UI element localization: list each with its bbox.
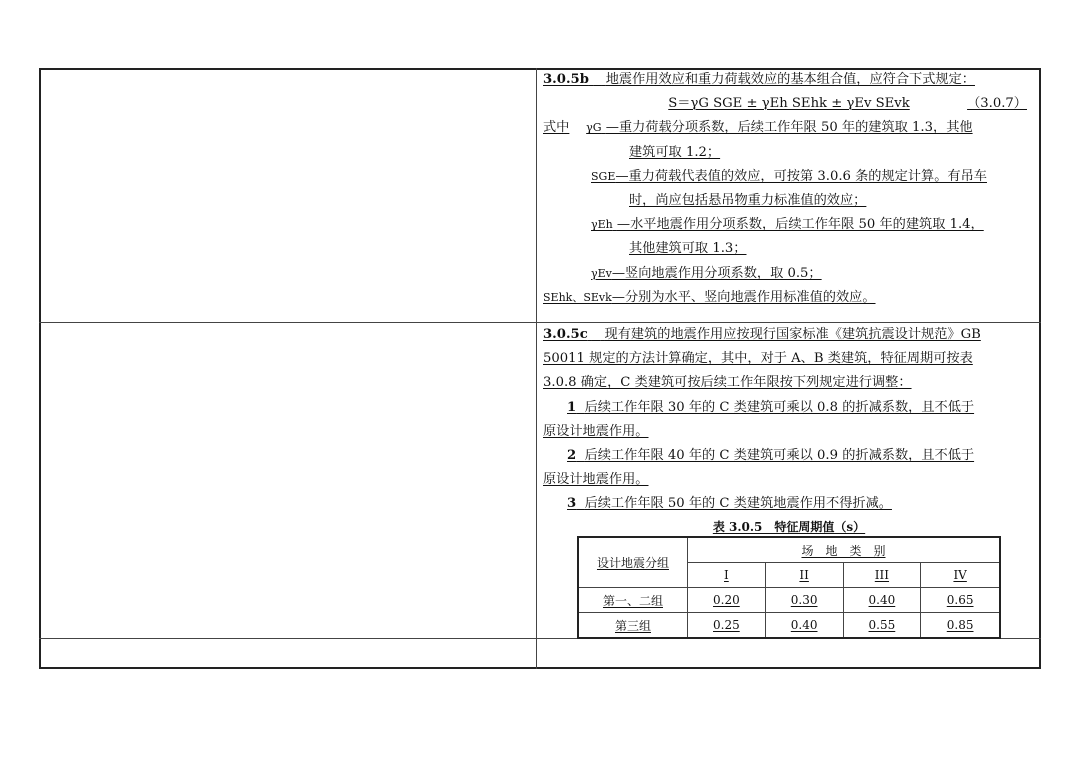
clause-c-item-1 <box>543 396 1035 420</box>
definition-sge <box>543 165 1035 189</box>
definition-symbol: SEhk、SEvk <box>543 290 612 304</box>
where-prefix: 式中 <box>543 120 570 136</box>
table-caption-text: 表 3.0.5 特征周期值（s） <box>712 519 866 534</box>
definition-gamma-g <box>543 116 1035 140</box>
column-header <box>765 563 843 588</box>
clause-c-line-2: 50011 规定的方法计算确定，其中，对于 A、B 类建筑，特征周期可按表 <box>543 351 973 367</box>
column-header-text: III <box>874 568 890 582</box>
column-header-text: I <box>724 568 729 582</box>
group-header-cell <box>688 537 1001 563</box>
row-header: 设计地震分组 <box>596 556 669 570</box>
definition-gamma-eh <box>543 213 1035 237</box>
item-number: 3 <box>567 496 577 512</box>
item-number: 1 <box>567 399 577 415</box>
table-cell <box>921 613 1000 639</box>
row-label <box>578 588 688 613</box>
column-header <box>921 563 1000 588</box>
item-text: 后续工作年限 30 年的 C 类建筑可乘以 0.8 的折减系数，且不低于 <box>584 399 975 415</box>
clause-c-item-2 <box>543 444 1035 468</box>
table-cell <box>843 613 921 639</box>
cell-value: 0.30 <box>790 593 818 607</box>
cell-value: 0.85 <box>946 618 974 632</box>
group-header: 场 地 类 别 <box>801 543 886 558</box>
clause-b-heading <box>543 68 1035 92</box>
table-cell <box>688 613 766 639</box>
table-cell <box>765 588 843 613</box>
cell-value: 0.55 <box>868 618 896 632</box>
clause-c-line-3: 3.0.8 确定，C 类建筑可按后续工作年限按下列规定进行调整： <box>543 375 912 391</box>
clause-c-cell <box>543 323 1035 537</box>
definition-text: —分别为水平、竖向地震作用标准值的效应。 <box>611 289 876 305</box>
cell-value: 0.65 <box>946 593 974 607</box>
clause-b-number: 3.0.5b <box>543 72 589 87</box>
definition-text: —竖向地震作用分项系数，取 0.5； <box>611 265 822 281</box>
row-label-text: 第三组 <box>614 618 651 633</box>
cell-value: 0.40 <box>868 593 896 607</box>
column-divider <box>536 68 537 669</box>
definition-text: —水平地震作用分项系数，后续工作年限 50 年的建筑取 1.4， <box>616 217 984 233</box>
table-cell <box>688 588 766 613</box>
table-row <box>578 613 1000 639</box>
item-text: 后续工作年限 50 年的 C 类建筑地震作用不得折减。 <box>584 496 892 512</box>
characteristic-period-table <box>577 536 1001 639</box>
column-header-text: IV <box>953 568 967 582</box>
item-number: 2 <box>567 448 577 464</box>
definition-symbol: γG <box>586 121 602 135</box>
row-header-cell <box>578 537 688 588</box>
item-continuation: 原设计地震作用。 <box>543 472 649 488</box>
definition-continuation: 建筑可取 1.2； <box>629 144 721 160</box>
clause-c-text: 现有建筑的地震作用应按现行国家标准《建筑抗震设计规范》GB <box>604 327 981 342</box>
cell-value: 0.40 <box>790 618 818 632</box>
item-text: 后续工作年限 40 年的 C 类建筑可乘以 0.9 的折减系数，且不低于 <box>584 448 975 464</box>
definition-continuation: 时，尚应包括悬吊物重力标准值的效应； <box>629 193 867 209</box>
column-header <box>688 563 766 588</box>
formula: S＝γG SGE ± γEh SEhk ± γEv SEvk <box>668 96 910 112</box>
definition-symbol: γEv <box>591 266 612 280</box>
formula-line <box>543 92 1035 116</box>
definition-text: —重力荷载代表值的效应，可按第 3.0.6 条的规定计算。有吊车 <box>615 168 987 184</box>
definition-symbol: γEh <box>591 218 613 232</box>
equation-number: （3.0.7） <box>967 96 1027 112</box>
cell-value: 0.20 <box>713 593 740 607</box>
cell-value: 0.25 <box>713 618 740 632</box>
table-caption <box>543 517 1035 537</box>
clause-c-line-1 <box>543 323 1035 347</box>
definition-continuation: 其他建筑可取 1.3； <box>629 241 747 257</box>
column-header-text: II <box>799 568 809 582</box>
row-label-text: 第一、二组 <box>602 593 663 608</box>
table-cell <box>921 588 1000 613</box>
definition-gamma-ev <box>543 262 1035 286</box>
clause-c-number: 3.0.5c <box>543 327 588 342</box>
table-cell <box>843 588 921 613</box>
item-continuation: 原设计地震作用。 <box>543 423 649 439</box>
column-header <box>843 563 921 588</box>
table-cell <box>765 613 843 639</box>
row-label <box>578 613 688 639</box>
clause-b-cell <box>543 68 1035 310</box>
definition-symbol: SGE <box>591 169 616 183</box>
clause-c-item-3 <box>543 492 1035 516</box>
definition-text: —重力荷载分项系数，后续工作年限 50 年的建筑取 1.3，其他 <box>605 120 973 136</box>
definition-sehk-sevk <box>543 286 1035 310</box>
table-row <box>578 588 1000 613</box>
clause-b-title: 地震作用效应和重力荷载效应的基本组合值，应符合下式规定： <box>605 72 975 87</box>
